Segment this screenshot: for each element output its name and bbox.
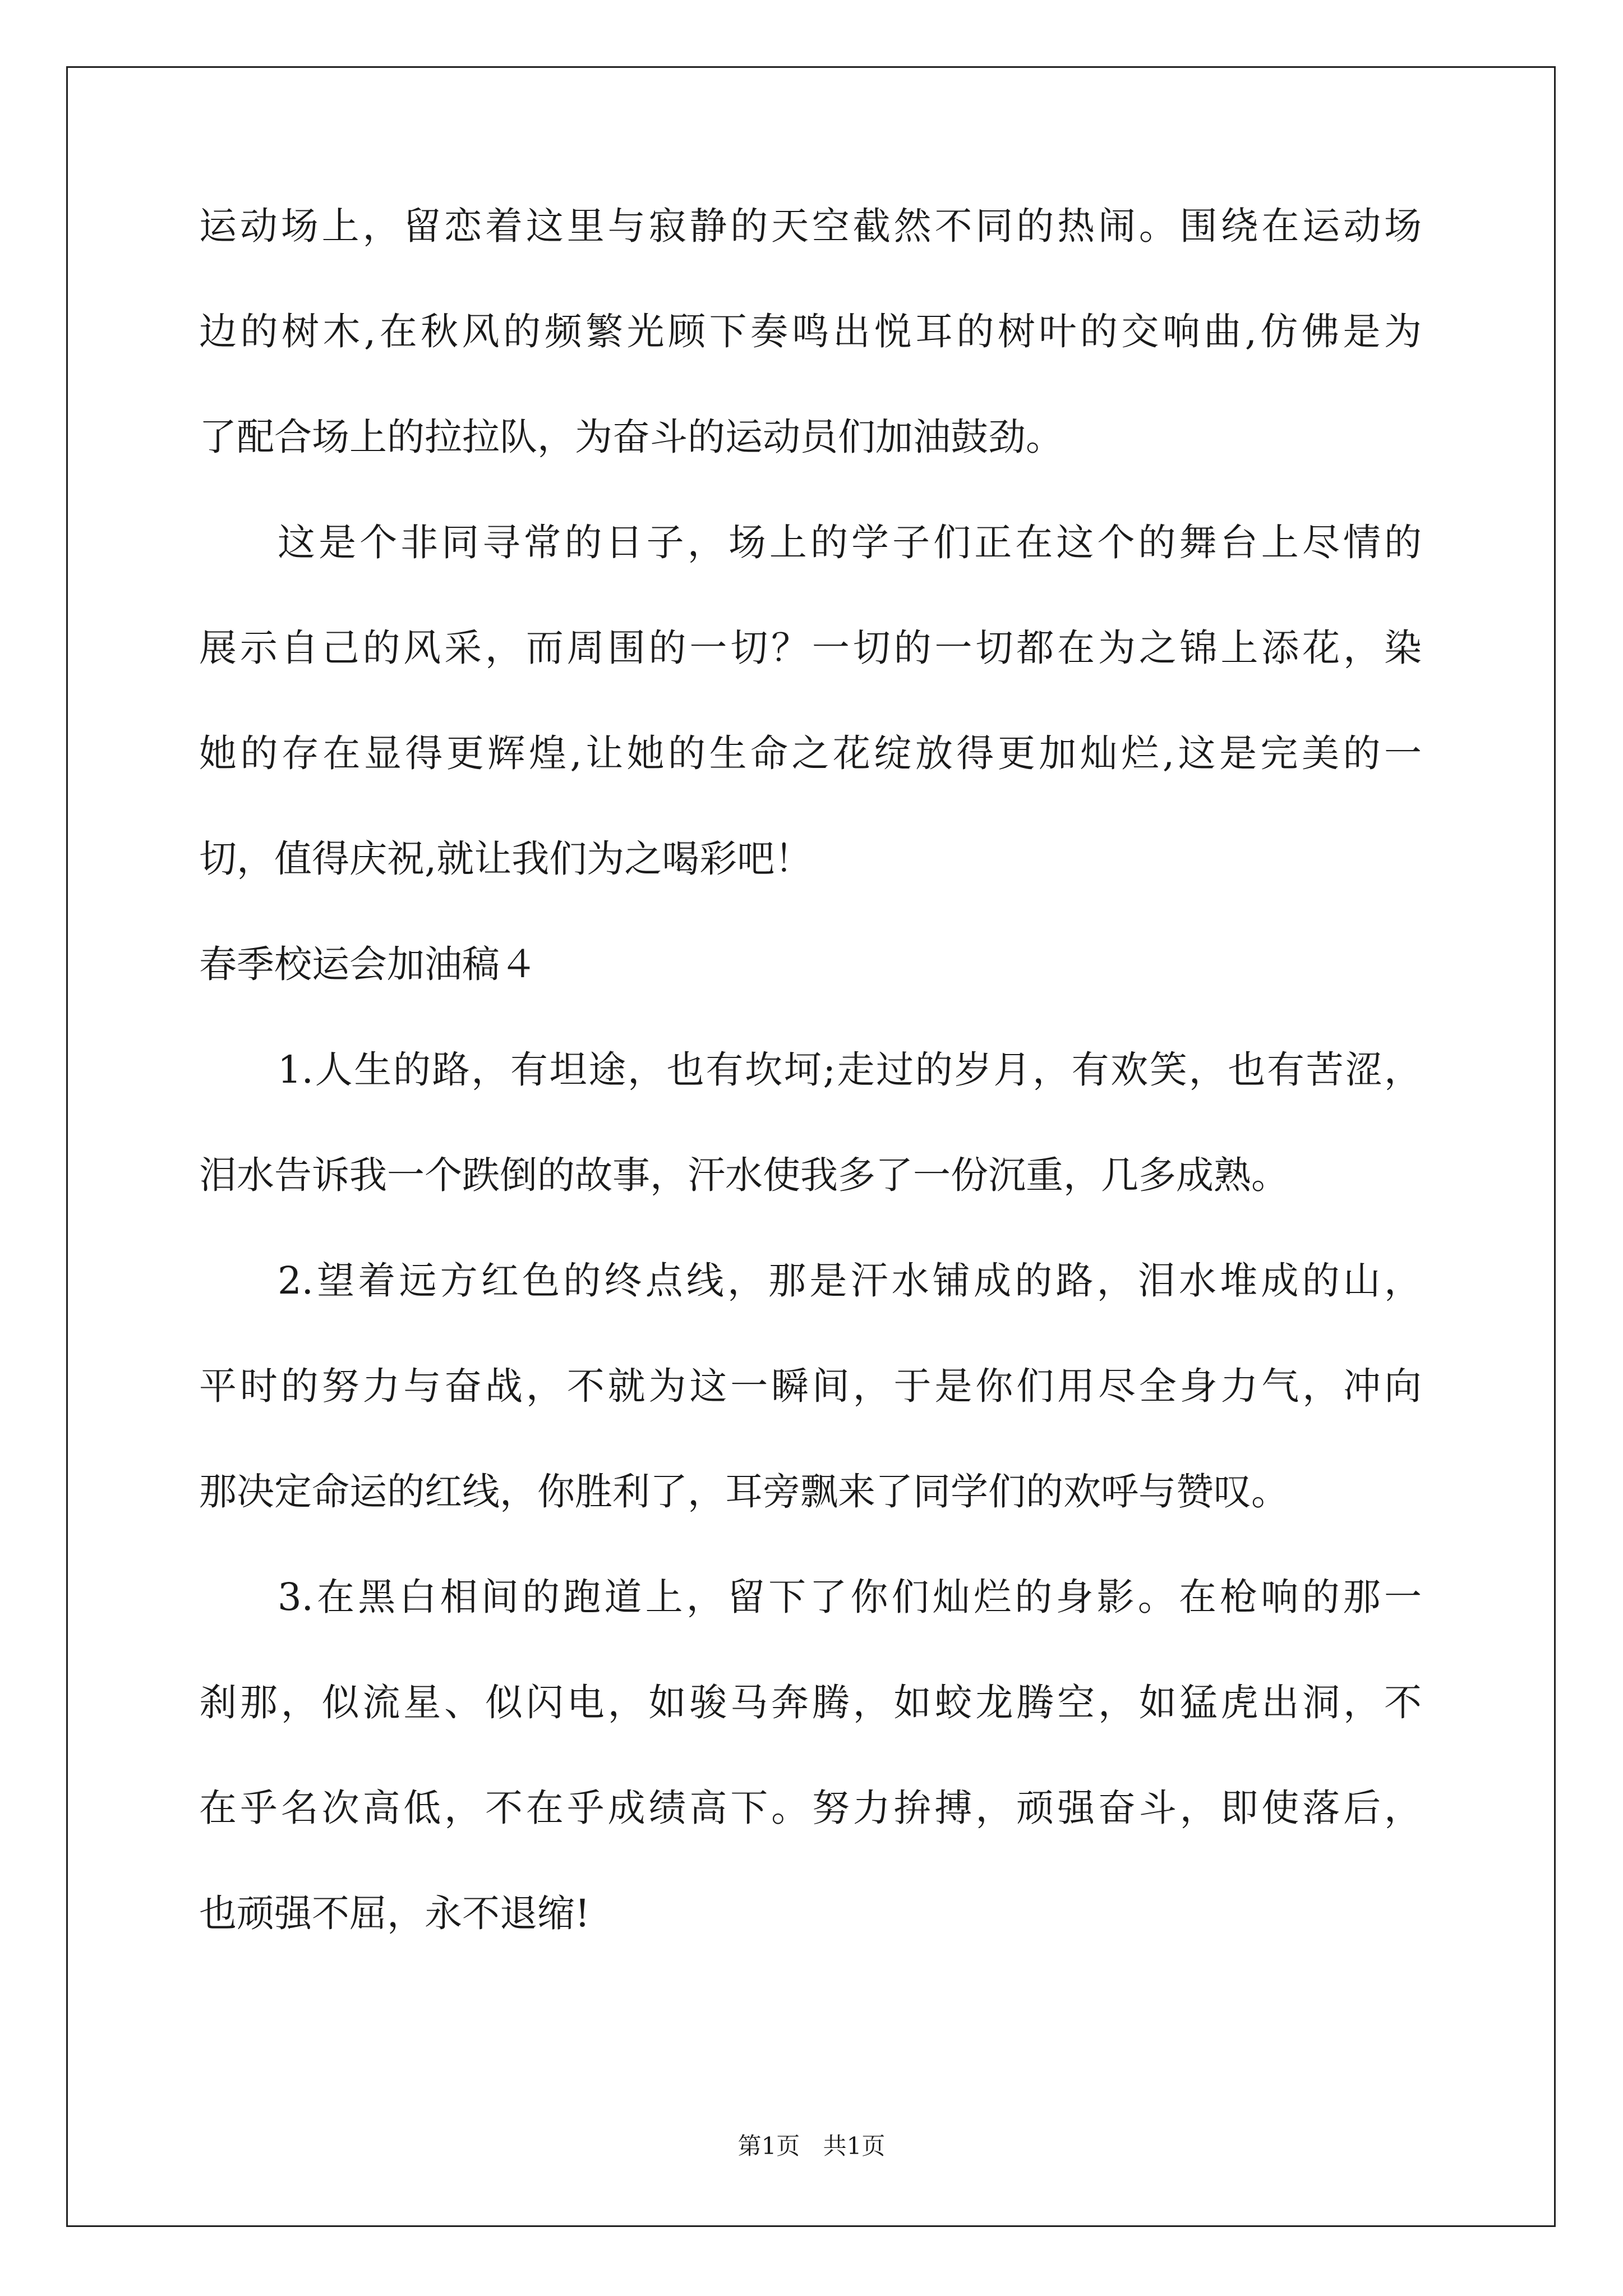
text-line: 展示自己的风采，而周围的一切？一切的一切都在为之锦上添花，染 xyxy=(199,626,1422,670)
text-line: 3.在黑白相间的跑道上，留下了你们灿烂的身影。在枪响的那一 xyxy=(278,1575,1422,1619)
text-line: 边的树木,在秋风的频繁光顾下奏鸣出悦耳的树叶的交响曲,仿佛是为 xyxy=(199,310,1422,353)
text-line: 了配合场上的拉拉队，为奋斗的运动员们加油鼓劲。 xyxy=(199,415,1063,459)
text-line: 也顽强不屈，永不退缩! xyxy=(199,1892,590,1935)
text-line: 切，值得庆祝,就让我们为之喝彩吧！ xyxy=(199,837,813,881)
text-line: 1.人生的路，有坦途，也有坎坷;走过的岁月，有欢笑，也有苦涩， xyxy=(278,1048,1422,1092)
text-line: 平时的努力与奋战，不就为这一瞬间，于是你们用尽全身力气，冲向 xyxy=(199,1364,1422,1408)
text-line: 在乎名次高低，不在乎成绩高下。努力拚搏，顽强奋斗，即使落后， xyxy=(199,1786,1422,1830)
page-number: 第1页 xyxy=(737,2132,800,2160)
text-line: 运动场上，留恋着这里与寂静的天空截然不同的热闹。围绕在运动场 xyxy=(199,204,1422,248)
text-line: 泪水告诉我一个跌倒的故事，汗水使我多了一份沉重，几多成熟。 xyxy=(199,1153,1289,1197)
page-footer xyxy=(0,2134,1623,2158)
text-line: 这是个非同寻常的日子，场上的学子们正在这个的舞台上尽情的 xyxy=(278,521,1422,564)
text-line: 2.望着远方红色的终点线，那是汗水铺成的路，泪水堆成的山， xyxy=(278,1259,1422,1303)
text-line: 她的存在显得更辉煌,让她的生命之花绽放得更加灿烂,这是完美的一 xyxy=(199,731,1422,775)
page-total: 共1页 xyxy=(823,2132,886,2160)
section-heading: 春季校运会加油稿４ xyxy=(199,942,537,986)
text-line: 那决定命运的红线，你胜利了，耳旁飘来了同学们的欢呼与赞叹。 xyxy=(199,1470,1289,1513)
document-body xyxy=(199,204,1422,1935)
text-line: 刹那，似流星、似闪电，如骏马奔腾，如蛟龙腾空，如猛虎出洞，不 xyxy=(199,1681,1422,1724)
